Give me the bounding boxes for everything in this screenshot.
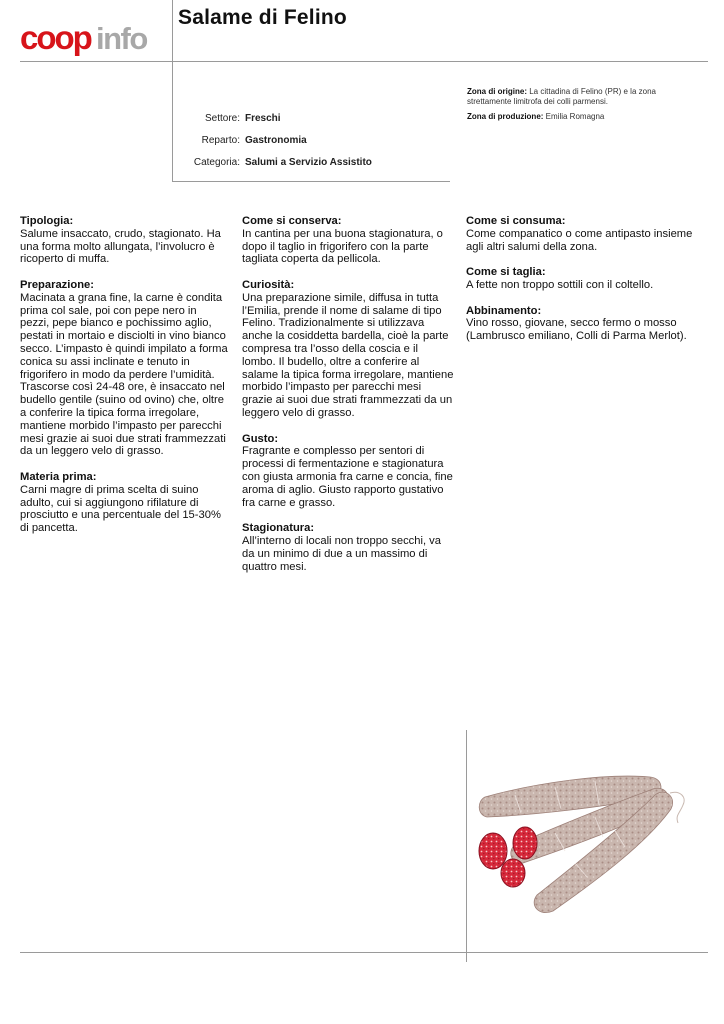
section-heading-come-si-taglia: Come si taglia: xyxy=(466,266,546,279)
coop-info-logo xyxy=(20,20,162,56)
meta-categoria xyxy=(0,157,724,171)
section-text-come-si-consuma: Come companatico o come antipasto insieme agli altri salumi della zona. xyxy=(466,227,693,253)
section-heading-materia-prima: Materia prima: xyxy=(20,470,97,483)
section-heading-stagionatura: Stagionatura: xyxy=(242,522,315,535)
meta-categoria-label: Categoria: xyxy=(193,157,240,168)
zona-produzione-label: Zona di produzione: xyxy=(467,112,544,121)
meta-settore-label: Settore: xyxy=(204,113,240,124)
logo-info-text: info xyxy=(96,21,147,56)
salame-slice-2 xyxy=(513,827,537,859)
zona-produzione xyxy=(467,112,687,122)
column-2 xyxy=(242,215,454,586)
meta-reparto xyxy=(0,135,724,149)
header-vertical-divider xyxy=(172,0,173,182)
salame-string xyxy=(670,792,684,823)
footer-horizontal-divider xyxy=(20,952,708,953)
meta-settore-value: Freschi xyxy=(245,113,281,124)
meta-reparto-value: Gastronomia xyxy=(245,135,307,146)
header-horizontal-divider xyxy=(20,61,708,62)
zona-origine-value: La cittadina di Felino (PR) e la zona strettamente limitrofa dei colli parmensi. xyxy=(467,87,656,106)
section-text-abbinamento: Vino rosso, giovane, secco fermo o mosso (Lambrusco emiliano, Colli di Parma Merlot). xyxy=(466,317,687,343)
meta-bottom-divider xyxy=(172,181,450,182)
zona-produzione-value: Emilia Romagna xyxy=(545,112,605,121)
section-heading-come-si-consuma: Come si consuma: xyxy=(466,215,566,227)
section-heading-gusto: Gusto: xyxy=(242,432,279,445)
section-heading-tipologia: Tipologia: xyxy=(20,215,74,227)
column-3 xyxy=(466,215,712,356)
section-text-stagionatura: All’interno di locali non troppo secchi, va da un minimo di due a un massimo di quattro mesi. xyxy=(242,534,441,573)
section-heading-come-si-conserva: Come si conserva: xyxy=(242,215,342,227)
meta-categoria-value: Salumi a Servizio Assistito xyxy=(245,157,372,168)
meta-reparto-label: Reparto: xyxy=(201,135,240,146)
zona-origine xyxy=(467,87,687,107)
salame-slice-3 xyxy=(501,859,525,887)
section-text-preparazione: Macinata a grana fine, la carne è condita prima col sale, poi con pepe nero in pezzi, pepe bianco e pochissimo aglio, pestati in mortaio e disciolti in vino bianco secco. L’impasto è quindi impilato a forma conica su assi inclinate e tenuto in frigorifero in modo da perdere l’umidità. Trascorse così 24-48 ore, è insaccato nel budello gentile (suino od ovino) che, oltre a conferire la tipica forma irregolare, mantiene morbido l’impasto per parecchi mesi grazie ai suoi due strati frammezzati da un leggero velo di grasso. xyxy=(20,291,228,458)
zona-origine-label: Zona di origine: xyxy=(467,87,527,96)
section-text-gusto: Fragrante e complesso per sentori di processi di fermentazione e stagionatura con giusta armonia fra carne e concia, fine aroma di aglio. Giusto rapporto gustativo fra carne e grasso. xyxy=(242,445,453,509)
section-heading-preparazione: Preparazione: xyxy=(20,278,94,291)
salame-image xyxy=(475,765,695,915)
salame-slice-1 xyxy=(479,833,507,869)
section-text-materia-prima: Carni magre di prima scelta di suino adulto, cui si aggiungono rifilature di prosciutto e una percentuale del 15-30% di pancetta. xyxy=(20,483,221,535)
page-title: Salame di Felino xyxy=(178,6,347,29)
section-text-come-si-taglia: A fette non troppo sottili con il coltello. xyxy=(466,278,654,291)
section-text-tipologia: Salume insaccato, crudo, stagionato. Ha una forma molto allungata, l’involucro è ricoperto di muffa. xyxy=(20,227,221,266)
section-heading-curiosita: Curiosità: xyxy=(242,278,295,291)
column-1 xyxy=(20,215,228,548)
section-heading-abbinamento: Abbinamento: xyxy=(466,304,542,317)
image-vertical-divider xyxy=(466,730,467,962)
section-text-curiosita: Una preparazione simile, diffusa in tutta l’Emilia, prende il nome di salame di tipo Felino. Tradizionalmente si utilizzava anche la cosiddetta bardella, cioè la parte compresa tra l’osso della coscia e il lombo. Il budello, oltre a conferire al salame la tipica forma irregolare, mantiene morbido l’impasto per parecchi mesi grazie ai suoi due strati frammezzati da un leggero velo di grasso. xyxy=(242,291,454,419)
logo-coop-text: coop xyxy=(20,20,91,56)
section-text-come-si-conserva: In cantina per una buona stagionatura, o dopo il taglio in frigorifero con la parte tagliata coperta da pellicola. xyxy=(242,227,443,266)
